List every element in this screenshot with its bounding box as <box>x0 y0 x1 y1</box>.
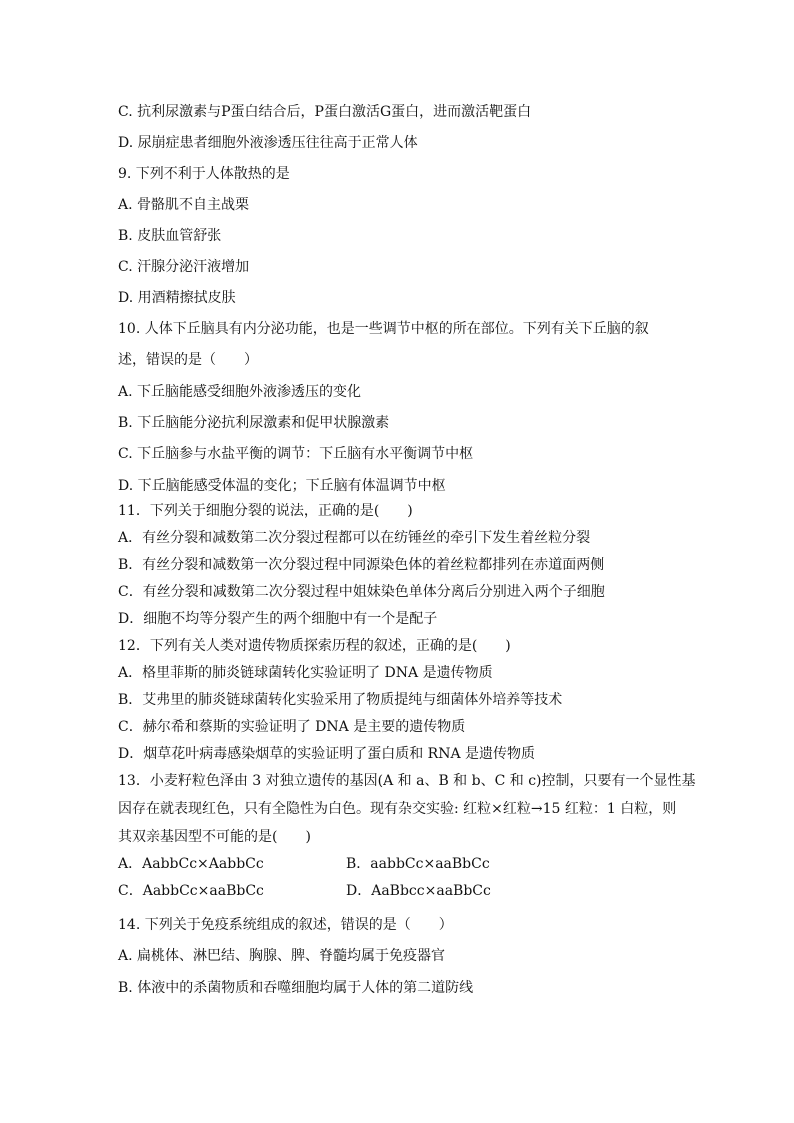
text-line: C. 抗利尿激素与P蛋白结合后，P蛋白激活G蛋白，进而激活靶蛋白 <box>118 104 532 120</box>
answer-option: B. 下丘脑能分泌抗利尿激素和促甲状腺激素 <box>118 415 390 431</box>
question-stem: 13．小麦籽粒色泽由 3 对独立遗传的基因(A 和 a、B 和 b、C 和 c)控制，只要有一个显性基 <box>118 773 696 789</box>
answer-option: D．细胞不均等分裂产生的两个细胞中有一个是配子 <box>118 611 438 627</box>
answer-option: A. 扁桃体、淋巴结、胸腺、脾、脊髓均属于免疫器官 <box>118 948 446 964</box>
question-stem: 14. 下列关于免疫系统组成的叙述，错误的是（ ） <box>118 917 453 933</box>
answer-option: A. 骨骼肌不自主战栗 <box>118 197 250 213</box>
answer-option: C．赫尔希和蔡斯的实验证明了 DNA 是主要的遗传物质 <box>118 719 466 735</box>
question-stem: 因存在就表现红色，只有全隐性为白色。现有杂交实验: 红粒×红粒→15 红粒：1 白粒，则 <box>118 801 677 817</box>
question-stem: 10. 人体下丘脑具有内分泌功能，也是一些调节中枢的所在部位。下列有关下丘脑的叙 <box>118 321 649 337</box>
answer-option: D. 下丘脑能感受体温的变化；下丘脑有体温调节中枢 <box>118 478 446 494</box>
answer-option: A．有丝分裂和减数第二次分裂过程都可以在纺锤丝的牵引下发生着丝粒分裂 <box>118 530 591 546</box>
answer-option: B．aabbCc×aaBbCc <box>346 856 490 872</box>
answer-option: A．格里菲斯的肺炎链球菌转化实验证明了 DNA 是遗传物质 <box>118 665 493 681</box>
answer-option: D．AaBbcc×aaBbCc <box>346 883 491 899</box>
question-stem: 12．下列有关人类对遗传物质探索历程的叙述，正确的是( ) <box>118 638 511 654</box>
answer-option: B．艾弗里的肺炎链球菌转化实验采用了物质提纯与细菌体外培养等技术 <box>118 692 563 708</box>
answer-option: A. 下丘脑能感受细胞外液渗透压的变化 <box>118 384 362 400</box>
text-line: D. 尿崩症患者细胞外液渗透压往往高于正常人体 <box>118 135 418 151</box>
question-stem: 述，错误的是（ ） <box>118 352 258 368</box>
question-stem: 9. 下列不利于人体散热的是 <box>118 166 290 182</box>
answer-option: A．AabbCc×AabbCc <box>118 856 264 872</box>
answer-option: B．有丝分裂和减数第一次分裂过程中同源染色体的着丝粒都排列在赤道面两侧 <box>118 557 605 573</box>
answer-option: B. 体液中的杀菌物质和吞噬细胞均属于人体的第二道防线 <box>118 980 474 996</box>
answer-option: D．烟草花叶病毒感染烟草的实验证明了蛋白质和 RNA 是遗传物质 <box>118 746 536 762</box>
answer-option: C．有丝分裂和减数第二次分裂过程中姐妹染色单体分离后分别进入两个子细胞 <box>118 584 605 600</box>
answer-option: C．AabbCc×aaBbCc <box>118 883 264 899</box>
answer-option: C. 下丘脑参与水盐平衡的调节：下丘脑有水平衡调节中枢 <box>118 446 474 462</box>
question-stem: 其双亲基因型不可能的是( ) <box>118 829 311 845</box>
question-stem: 11．下列关于细胞分裂的说法，正确的是( ) <box>118 503 413 519</box>
answer-option: C. 汗腺分泌汗液增加 <box>118 259 250 275</box>
answer-option: D. 用酒精擦拭皮肤 <box>118 290 236 306</box>
answer-option: B. 皮肤血管舒张 <box>118 228 222 244</box>
